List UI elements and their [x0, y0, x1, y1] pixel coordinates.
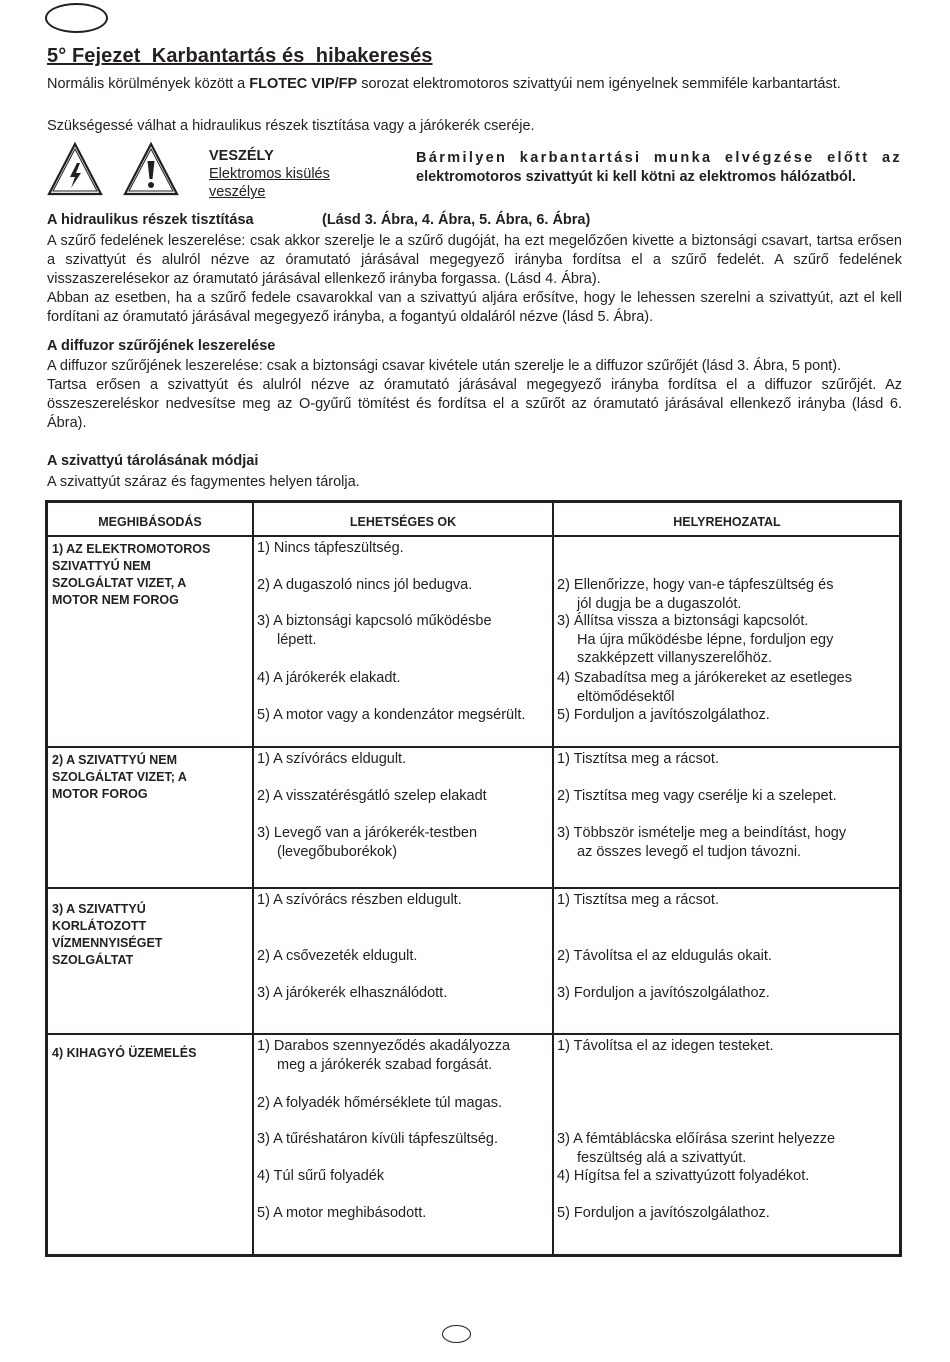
possible-cause-item [257, 576, 472, 595]
cause-line: 5) A motor vagy a kondenzátor megsérült. [257, 707, 526, 723]
remedy-item [557, 706, 770, 725]
remedy-item [557, 669, 852, 706]
diffuser-section-heading: A diffuzor szűrőjének leszerelése [47, 338, 276, 354]
possible-cause-item [257, 706, 525, 725]
cause-line: 2) A csővezeték eldugult. [257, 948, 418, 964]
disconnect-warning [416, 149, 902, 187]
cause-line: 3) A járókerék elhasználódott. [257, 985, 448, 1001]
cause-line: lépett. [277, 631, 317, 648]
fault-label-line: KORLÁTOZOTT [52, 919, 147, 933]
fault-label-line: MOTOR NEM FOROG [52, 593, 179, 607]
fault-label [52, 901, 242, 969]
hazard-icons [46, 141, 186, 199]
danger-subtitle-line2: veszélye [209, 184, 266, 200]
remedy-line: 3) Állítsa vissza a biztonsági kapcsolót. [557, 613, 809, 629]
hydraulic-section-heading [47, 212, 902, 228]
fault-label-line: 3) A SZIVATTYÚ [52, 902, 146, 916]
exclamation-warning-icon [125, 144, 177, 194]
remedy-line: eltömődésektől [577, 688, 675, 705]
row-divider [48, 1033, 899, 1035]
remedy-line: 4) Szabadítsa meg a járókereket az esetleges [557, 670, 852, 686]
warning-line2: elektromotoros szivattyút ki kell kötni az elektromos hálózatból. [416, 169, 856, 185]
troubleshooting-table [45, 500, 902, 1257]
remedy-line: 1) Tisztítsa meg a rácsot. [557, 751, 719, 767]
possible-cause-item [257, 891, 462, 910]
remedy-item [557, 612, 833, 668]
column-divider [552, 503, 554, 1254]
possible-cause-item [257, 947, 417, 966]
diffuser-paragraph-1: A diffuzor szűrőjének leszerelése: csak a biztonsági csavar kivétele után szerelje le a diffuzor szűrőjét (lásd 3. Ábra, 5 pont). [47, 358, 842, 374]
electric-shock-warning-icon [49, 144, 101, 194]
row-divider [48, 746, 899, 748]
remedy-item [557, 947, 772, 966]
remedy-item [557, 1167, 809, 1186]
product-series-name: FLOTEC VIP/FP [249, 76, 358, 92]
fault-label [52, 541, 242, 609]
fault-label [52, 752, 242, 803]
possible-cause-item [257, 984, 447, 1003]
possible-cause-item [257, 1167, 384, 1186]
intro-paragraph [47, 75, 902, 94]
cause-line: 3) A biztonsági kapcsoló működésbe [257, 613, 492, 629]
fault-label-line: 4) KIHAGYÓ ÜZEMELÉS [52, 1046, 197, 1060]
possible-cause-item [257, 1094, 502, 1113]
chapter-title: 5° Fejezet Karbantartás és hibakeresés [47, 45, 433, 67]
intro-second-line: Szükségessé válhat a hidraulikus részek tisztítása vagy a járókerék cseréje. [47, 118, 535, 134]
header-possible-cause: LEHETSÉGES OK [349, 515, 457, 529]
header-remedy: HELYREHOZATAL [673, 515, 781, 529]
cause-line: 1) A szívórács eldugult. [257, 751, 407, 767]
possible-cause-item [257, 1204, 426, 1223]
hydraulic-paragraph-1: A szűrő fedelének leszerelése: csak akkor szerelje le a szűrő dugóját, ha ezt megelőzően kivette a biztonsági csavart, tartsa erősen a szivattyút és alulról nézve az óramutató járásával megegyező irányba fordítsa el a szűrő fedelét. A szűrő fedelének visszaszerelésekor az óramutató járásával ellenkező irányba forgassa. (Lásd 4. Ábra). [47, 233, 902, 287]
fault-label-line: SZIVATTYÚ NEM [52, 559, 151, 573]
remedy-line: Ha újra működésbe lépne, forduljon egy [577, 631, 834, 648]
remedy-item [557, 891, 719, 910]
cause-line: 4) Túl sűrű folyadék [257, 1168, 385, 1184]
storage-section-heading: A szivattyú tárolásának módjai [47, 453, 259, 469]
diffuser-paragraph-2: Tartsa erősen a szivattyút és alulról nézve az óramutató járásával megegyező irányba fordítsa el a diffuzor szűrőjét. Az összeszereléskor nedvesítse meg az O-gyűrű tömítést és fordítsa el a szűrőt az óramutató járásával ellenkező irányba (lásd 6. Ábra). [47, 377, 902, 431]
remedy-line: az összes levegő el tudjon távozni. [577, 843, 802, 860]
remedy-item [557, 824, 846, 861]
remedy-item [557, 1037, 774, 1056]
remedy-line: 5) Forduljon a javítószolgálathoz. [557, 707, 770, 723]
storage-section-body: A szivattyút száraz és fagymentes helyen tárolja. [47, 474, 360, 490]
fault-label-line: SZOLGÁLTAT VIZET, A [52, 576, 187, 590]
column-divider [252, 503, 254, 1254]
cause-line: 2) A dugaszoló nincs jól bedugva. [257, 577, 473, 593]
remedy-line: feszültség alá a szivattyút. [577, 1149, 747, 1166]
language-badge-oval [45, 3, 108, 33]
header-divider [48, 535, 899, 537]
cause-line: meg a járókerék szabad forgását. [277, 1056, 493, 1073]
header-fault: MEGHIBÁSODÁS [98, 515, 202, 529]
possible-cause-item [257, 669, 400, 688]
remedy-line: 4) Hígítsa fel a szivattyúzott folyadékot. [557, 1168, 810, 1184]
remedy-line: jól dugja be a dugaszolót. [577, 595, 742, 612]
cause-line: 2) A visszatérésgátló szelep elakadt [257, 788, 487, 804]
cause-line: 4) A járókerék elakadt. [257, 670, 401, 686]
remedy-item [557, 1130, 835, 1167]
cause-line: 2) A folyadék hőmérséklete túl magas. [257, 1095, 503, 1111]
possible-cause-item [257, 750, 406, 769]
remedy-line: 2) Távolítsa el az eldugulás okait. [557, 948, 772, 964]
possible-cause-item [257, 1037, 510, 1074]
cause-line: 5) A motor meghibásodott. [257, 1205, 427, 1221]
cause-line: 3) Levegő van a járókerék-testben [257, 825, 478, 841]
fault-label-line: SZOLGÁLTAT [52, 953, 134, 967]
fault-label-line: 1) AZ ELEKTROMOTOROS [52, 542, 211, 556]
possible-cause-item [257, 1130, 498, 1149]
remedy-line: 3) A fémtáblácska előírása szerint helyezze [557, 1131, 836, 1147]
remedy-line: 5) Forduljon a javítószolgálathoz. [557, 1205, 770, 1221]
cause-line: 1) Darabos szennyeződés akadályozza [257, 1038, 511, 1054]
remedy-line: 3) Forduljon a javítószolgálathoz. [557, 985, 770, 1001]
remedy-item [557, 787, 837, 806]
hydraulic-heading-text: A hidraulikus részek tisztítása [47, 212, 254, 228]
possible-cause-item [257, 787, 487, 806]
possible-cause-item [257, 612, 492, 649]
remedy-item [557, 750, 719, 769]
row-divider [48, 887, 899, 889]
intro-text-before: Normális körülmények között a [47, 76, 250, 92]
cause-line: 3) A tűréshatáron kívüli tápfeszültség. [257, 1131, 498, 1147]
remedy-item [557, 576, 833, 613]
danger-title: VESZÉLY [209, 148, 274, 164]
fault-label-line: VÍZMENNYISÉGET [52, 936, 163, 950]
remedy-line: 2) Tisztítsa meg vagy cserélje ki a szelepet. [557, 788, 837, 804]
remedy-line: 1) Távolítsa el az idegen testeket. [557, 1038, 774, 1054]
danger-subtitle-line1: Elektromos kisülés [209, 166, 330, 182]
cause-line: 1) Nincs tápfeszültség. [257, 540, 404, 556]
hydraulic-section-body [47, 232, 902, 327]
remedy-line: 1) Tisztítsa meg a rácsot. [557, 892, 719, 908]
possible-cause-item [257, 539, 404, 558]
fault-label [52, 1045, 242, 1062]
cause-line: 1) A szívórács részben eldugult. [257, 892, 462, 908]
remedy-line: 2) Ellenőrizze, hogy van-e tápfeszültség és [557, 577, 834, 593]
diffuser-section-body [47, 357, 902, 433]
page-number-oval [442, 1325, 471, 1343]
cause-line: (levegőbuborékok) [277, 843, 398, 860]
remedy-line: szakképzett villanyszerelőhöz. [577, 650, 773, 666]
possible-cause-item [257, 824, 477, 861]
intro-text-after: sorozat elektromotoros szivattyúi nem igényelnek semmiféle karbantartást. [357, 76, 841, 92]
hydraulic-paragraph-2: Abban az esetben, ha a szűrő fedele csavarokkal van a szivattyú aljára erősítve, hogy le lehessen szerelni a szivattyút, azt el kell fordítani az óramutató járásával megegyező irányba, a fogantyú oldaláról nézve (lásd 5. Ábra). [47, 290, 902, 325]
fault-label-line: 2) A SZIVATTYÚ NEM [52, 753, 177, 767]
remedy-line: 3) Többször ismételje meg a beindítást, hogy [557, 825, 847, 841]
warning-line1: Bármilyen karbantartási munka elvégzése előtt az [416, 150, 902, 166]
fault-label-line: SZOLGÁLTAT VIZET; A [52, 770, 187, 784]
remedy-item [557, 984, 770, 1003]
figure-references: (Lásd 3. Ábra, 4. Ábra, 5. Ábra, 6. Ábra) [322, 212, 591, 228]
remedy-item [557, 1204, 770, 1223]
fault-label-line: MOTOR FOROG [52, 787, 148, 801]
danger-label [209, 147, 389, 201]
